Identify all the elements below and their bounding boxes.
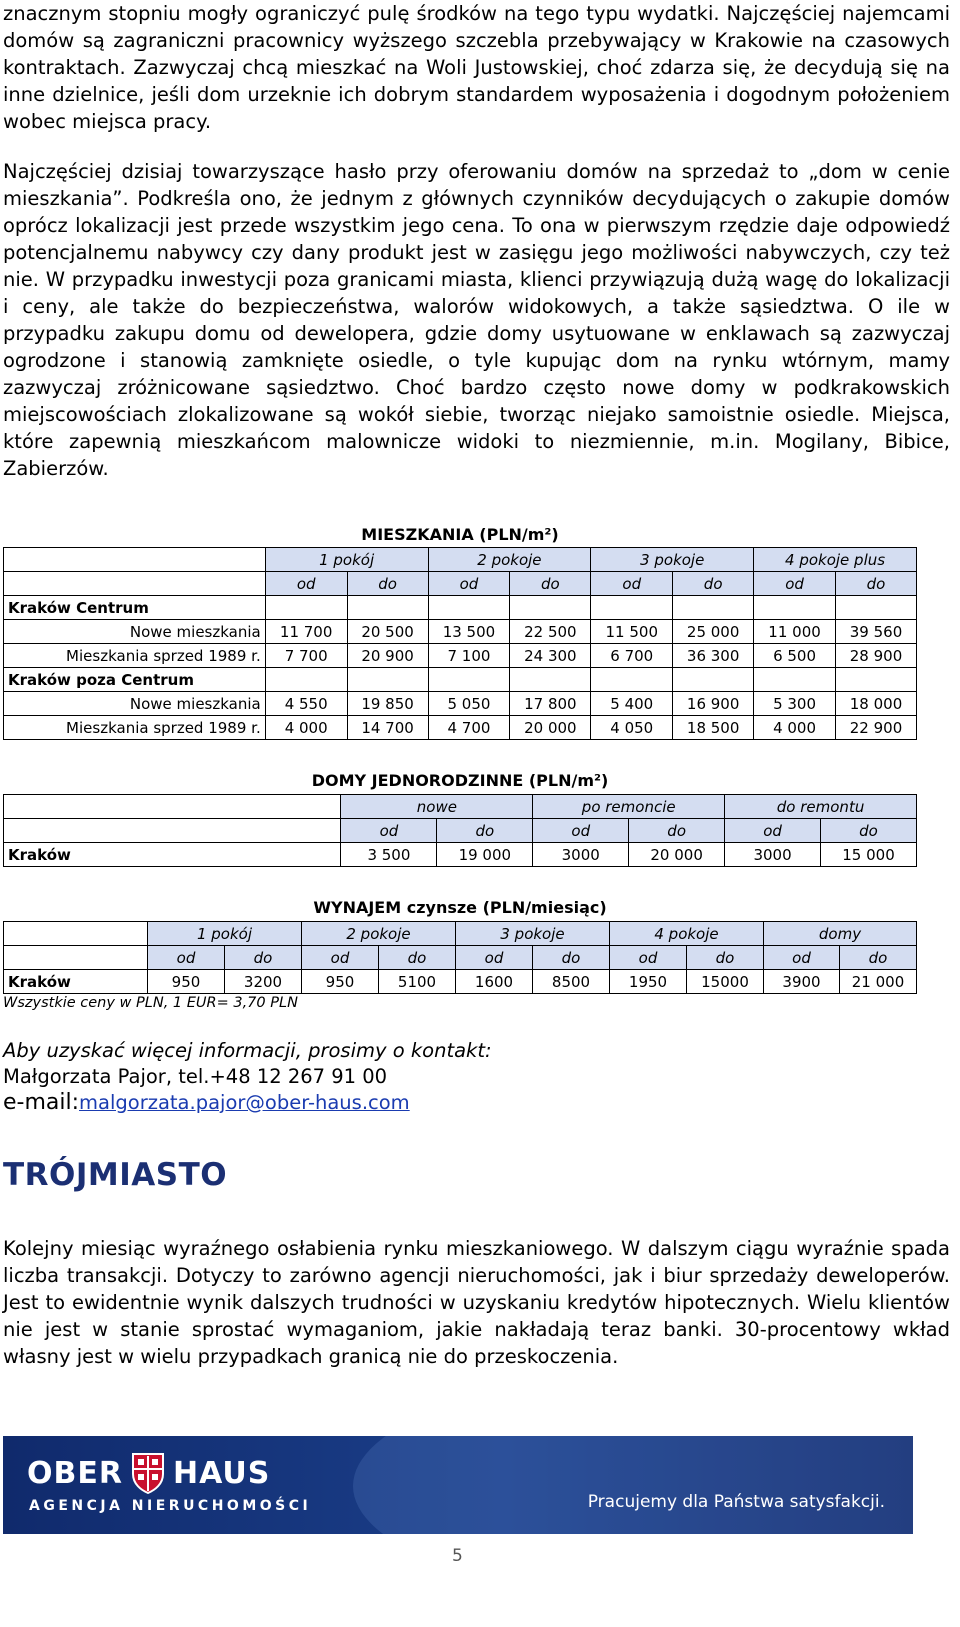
cell: 18 000 bbox=[836, 692, 917, 716]
cell: 3000 bbox=[533, 843, 629, 867]
cell: 22 500 bbox=[510, 620, 591, 644]
cell: 39 560 bbox=[836, 620, 917, 644]
cell: 1600 bbox=[456, 970, 533, 994]
header-do: do bbox=[821, 819, 917, 843]
header-do: do bbox=[225, 946, 302, 970]
cell: 4 000 bbox=[265, 716, 347, 740]
table-corner bbox=[4, 795, 341, 819]
table-group-row bbox=[4, 596, 917, 620]
row-label: Nowe mieszkania bbox=[4, 620, 266, 644]
cell: 5100 bbox=[379, 970, 456, 994]
header-do: do bbox=[687, 946, 764, 970]
apartments-table-title: MIESZKANIA (PLN/m²) bbox=[361, 525, 559, 544]
header-od: od bbox=[341, 819, 437, 843]
shield-icon bbox=[131, 1452, 165, 1494]
cell: 5 050 bbox=[428, 692, 510, 716]
cell: 6 700 bbox=[591, 644, 673, 668]
cell: 19 850 bbox=[347, 692, 428, 716]
header-od: od bbox=[456, 946, 533, 970]
cell: 16 900 bbox=[673, 692, 754, 716]
table-group-row bbox=[4, 668, 917, 692]
cell: 4 550 bbox=[265, 692, 347, 716]
header-3-rooms: 3 pokoje bbox=[591, 548, 754, 572]
contact-intro: Aby uzyskać więcej informacji, prosimy o kontakt: bbox=[3, 1039, 492, 1062]
page-number: 5 bbox=[452, 1546, 463, 1566]
row-label: Mieszkania sprzed 1989 r. bbox=[4, 716, 266, 740]
row-label: Nowe mieszkania bbox=[4, 692, 266, 716]
logo-subtitle: AGENCJA NIERUCHOMOŚCI bbox=[29, 1498, 312, 1514]
header-do: do bbox=[510, 572, 591, 596]
cell: 950 bbox=[148, 970, 225, 994]
header-od: od bbox=[764, 946, 840, 970]
header-do: do bbox=[347, 572, 428, 596]
cell: 3200 bbox=[225, 970, 302, 994]
header-2-rooms: 2 pokoje bbox=[302, 922, 456, 946]
cell: 17 800 bbox=[510, 692, 591, 716]
company-slogan: Pracujemy dla Państwa satysfakcji. bbox=[587, 1492, 885, 1512]
table-row bbox=[4, 692, 917, 716]
cell: 13 500 bbox=[428, 620, 510, 644]
header-renovated: po remoncie bbox=[533, 795, 725, 819]
header-od: od bbox=[302, 946, 379, 970]
group-label: Kraków poza Centrum bbox=[4, 668, 266, 692]
cell: 28 900 bbox=[836, 644, 917, 668]
cell: 6 500 bbox=[754, 644, 836, 668]
contact-block bbox=[3, 1038, 492, 1116]
header-4-rooms: 4 pokoje bbox=[610, 922, 764, 946]
banner-wave bbox=[353, 1436, 913, 1534]
cell: 36 300 bbox=[673, 644, 754, 668]
cell: 8500 bbox=[533, 970, 610, 994]
header-do: do bbox=[629, 819, 725, 843]
cell: 15000 bbox=[687, 970, 764, 994]
row-label: Mieszkania sprzed 1989 r. bbox=[4, 644, 266, 668]
cell: 15 000 bbox=[821, 843, 917, 867]
table-corner bbox=[4, 548, 266, 572]
header-do: do bbox=[533, 946, 610, 970]
cell: 4 700 bbox=[428, 716, 510, 740]
rent-table bbox=[3, 921, 917, 994]
table-row bbox=[4, 644, 917, 668]
header-od: od bbox=[610, 946, 687, 970]
group-label: Kraków Centrum bbox=[4, 596, 266, 620]
currency-note: Wszystkie ceny w PLN, 1 EUR= 3,70 PLN bbox=[3, 995, 298, 1011]
header-do: do bbox=[437, 819, 533, 843]
header-1-room: 1 pokój bbox=[148, 922, 302, 946]
header-houses: domy bbox=[764, 922, 917, 946]
table-corner bbox=[4, 922, 148, 946]
contact-person: Małgorzata Pajor, tel.+48 12 267 91 00 bbox=[3, 1065, 388, 1088]
header-od: od bbox=[754, 572, 836, 596]
table-row bbox=[4, 620, 917, 644]
apartments-table bbox=[3, 547, 917, 740]
table-corner bbox=[4, 946, 148, 970]
header-od: od bbox=[725, 819, 821, 843]
cell: 22 900 bbox=[836, 716, 917, 740]
cell: 950 bbox=[302, 970, 379, 994]
table-row bbox=[4, 843, 917, 867]
cell: 3900 bbox=[764, 970, 840, 994]
header-to-renovate: do remontu bbox=[725, 795, 917, 819]
cell: 11 000 bbox=[754, 620, 836, 644]
cell: 20 000 bbox=[629, 843, 725, 867]
cell: 20 900 bbox=[347, 644, 428, 668]
paragraph-trojmiasto: Kolejny miesiąc wyraźnego osłabienia rynku mieszkaniowego. W dalszym ciągu wyraźnie spada liczba transakcji. Dotyczy to zarówno agencji nieruchomości, jak i biur sprzedaży deweloperów. Jest to ewidentnie wynik dalszych trudności w uzyskaniu kredytów hipotecznych. Wielu klientów nie jest w stanie sprostać wymaganiom, jakie nakładają teraz banki. 30-procentowy wkład własny jest w wielu przypadkach granicą nie do przeskoczenia. bbox=[3, 1237, 950, 1368]
cell: 1950 bbox=[610, 970, 687, 994]
cell: 3 500 bbox=[341, 843, 437, 867]
email-link[interactable]: malgorzata.pajor@ober-haus.com bbox=[79, 1091, 410, 1114]
cell: 3000 bbox=[725, 843, 821, 867]
header-od: od bbox=[265, 572, 347, 596]
header-new: nowe bbox=[341, 795, 533, 819]
cell: 24 300 bbox=[510, 644, 591, 668]
table-corner bbox=[4, 572, 266, 596]
cell: 20 500 bbox=[347, 620, 428, 644]
header-3-rooms: 3 pokoje bbox=[456, 922, 610, 946]
contact-email-line bbox=[3, 1090, 492, 1116]
cell: 25 000 bbox=[673, 620, 754, 644]
cell: 11 500 bbox=[591, 620, 673, 644]
company-logo bbox=[27, 1452, 270, 1494]
cell: 21 000 bbox=[840, 970, 917, 994]
header-do: do bbox=[673, 572, 754, 596]
cell: 7 700 bbox=[265, 644, 347, 668]
cell: 20 000 bbox=[510, 716, 591, 740]
header-do: do bbox=[379, 946, 456, 970]
cell: 18 500 bbox=[673, 716, 754, 740]
table-row bbox=[4, 970, 917, 994]
row-label: Kraków bbox=[4, 843, 341, 867]
header-od: od bbox=[591, 572, 673, 596]
header-4-rooms-plus: 4 pokoje plus bbox=[754, 548, 917, 572]
header-do: do bbox=[840, 946, 917, 970]
cell: 5 400 bbox=[591, 692, 673, 716]
cell: 4 000 bbox=[754, 716, 836, 740]
section-heading: TRÓJMIASTO bbox=[3, 1157, 228, 1193]
header-od: od bbox=[428, 572, 510, 596]
rent-table-title: WYNAJEM czynsze (PLN/miesiąc) bbox=[313, 898, 607, 917]
table-row bbox=[4, 716, 917, 740]
email-label: e-mail: bbox=[3, 1090, 80, 1115]
cell: 14 700 bbox=[347, 716, 428, 740]
header-od: od bbox=[533, 819, 629, 843]
footer-banner bbox=[3, 1436, 913, 1534]
paragraph-houses: Najczęściej dzisiaj towarzyszące hasło przy oferowaniu domów na sprzedaż to „dom w cenie mieszkania”. Podkreśla ono, że jednym z głównych czynników decydujących o zakupie domów oprócz lokalizacji jest przede wszystkim jego cena. To ona w pierwszym rzędzie daje odpowiedź potencjalnemu nabywcy czy dany produkt jest w zasięgu jego możliwości nabywczych, czy też nie. W przypadku inwestycji poza granicami miasta, klienci przywiązują dużą wagę do lokalizacji i ceny, ale także do bezpieczeństwa, walorów widokowych, a także sąsiedztwa. O ile w przypadku zakupu domu od dewelopera, gdzie domy usytuowane w enklawach są zazwyczaj ogrodzone i stanowią zamknięte osiedle, o tyle kupując dom na rynku wtórnym, mamy zazwyczaj zróżnicowane sąsiedztwo. Choć bardzo często nowe domy w podkrakowskich miejscowościach zlokalizowane są wokół siebie, tworząc niejako samoistnie osiedle. Miejsca, które zapewnią mieszkańcom malownicze widoki to niezmiennie, m.in. Mogilany, Bibice, Zabierzów. bbox=[3, 160, 950, 480]
row-label: Kraków bbox=[4, 970, 148, 994]
logo-word-right: HAUS bbox=[172, 1455, 271, 1491]
cell: 19 000 bbox=[437, 843, 533, 867]
header-od: od bbox=[148, 946, 225, 970]
header-do: do bbox=[836, 572, 917, 596]
houses-table-title: DOMY JEDNORODZINNE (PLN/m²) bbox=[311, 771, 609, 790]
header-2-rooms: 2 pokoje bbox=[428, 548, 591, 572]
cell: 7 100 bbox=[428, 644, 510, 668]
table-corner bbox=[4, 819, 341, 843]
cell: 11 700 bbox=[265, 620, 347, 644]
houses-table bbox=[3, 794, 917, 867]
paragraph-intro: znacznym stopniu mogły ograniczyć pulę środków na tego typu wydatki. Najczęściej najemcami domów są zagraniczni pracownicy wyższego szczebla przebywający w Krakowie na czasowych kontraktach. Zazwyczaj chcą mieszkać na Woli Justowskiej, choć zdarza się, że decydują się na inne dzielnice, jeśli dom urzeknie ich dobrym standardem wyposażenia i dogodnym położeniem wobec miejsca pracy. bbox=[3, 2, 950, 133]
header-1-room: 1 pokój bbox=[265, 548, 428, 572]
cell: 5 300 bbox=[754, 692, 836, 716]
logo-word-left: OBER bbox=[27, 1455, 123, 1491]
cell: 4 050 bbox=[591, 716, 673, 740]
